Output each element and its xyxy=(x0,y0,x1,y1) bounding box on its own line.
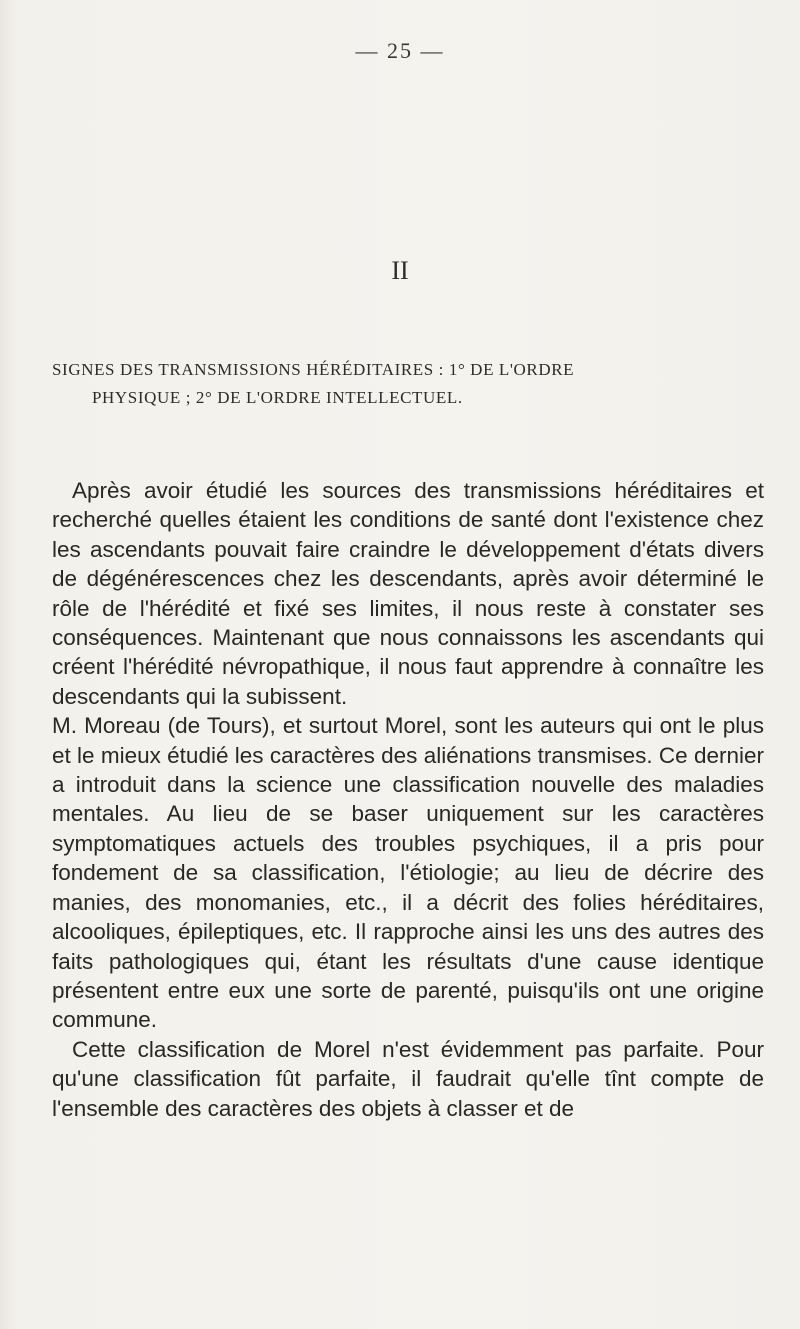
body-text xyxy=(52,476,764,1123)
page-number: — 25 — xyxy=(355,38,445,63)
paragraph-3: Cette classification de Morel n'est évidemment pas parfaite. Pour qu'une classification fût parfaite, il faudrait qu'elle tînt compte de l'ensemble des caractères des objets à classer et de xyxy=(52,1036,764,1121)
section-numeral: II xyxy=(391,256,409,285)
section-heading-line-2: PHYSIQUE ; 2° DE L'ORDRE INTELLECTUEL. xyxy=(92,388,463,407)
section-heading-line-1: SIGNES DES TRANSMISSIONS HÉRÉDITAIRES : 1° DE L'ORDRE xyxy=(52,360,575,379)
paragraph-2: M. Moreau (de Tours), et surtout Morel, sont les auteurs qui ont le plus et le mieux étudié les caractères des aliénations transmises. Ce dernier a introduit dans la science une classification nouvelle des maladies mentales. Au lieu de se baser uniquement sur les caractères symptomatiques actuels des troubles psychiques, il a pris pour fondement de sa classification, l'étiologie; au lieu de décrire des manies, des monomanies, etc., il a décrit des folies héréditaires, alcooliques, épileptiques, etc. Il rapproche ainsi les uns des autres des faits pathologiques qui, étant les résultats d'une cause identique présentent entre eux une sorte de parenté, puisqu'ils ont une origine commune. xyxy=(52,713,764,1033)
section-heading xyxy=(52,356,752,412)
paragraph-1: Après avoir étudié les sources des transmissions héréditaires et recherché quelles étaient les conditions de santé dont l'existence chez les ascendants pouvait faire craindre le développement d'états divers de dégénérescences chez les descendants, après avoir déterminé le rôle de l'hérédité et fixé ses limites, il nous reste à constater ses conséquences. Maintenant que nous connaissons les ascendants qui créent l'hérédité névropathique, il nous faut apprendre à connaître les descendants qui la subissent. xyxy=(52,478,764,709)
